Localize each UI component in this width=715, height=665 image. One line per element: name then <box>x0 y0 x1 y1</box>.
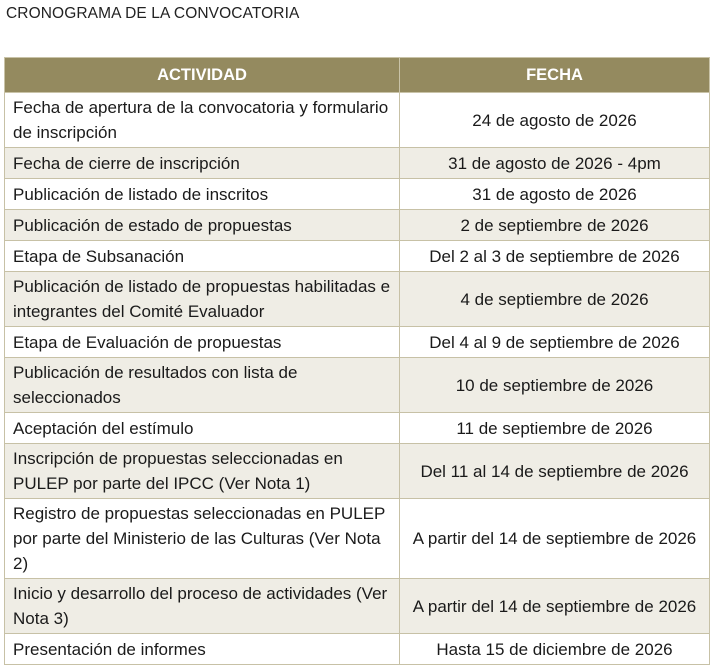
table-header-row <box>5 58 710 93</box>
table-row <box>5 93 710 148</box>
activity-cell: Presentación de informes <box>5 634 400 665</box>
date-cell: Del 2 al 3 de septiembre de 2026 <box>400 241 710 272</box>
page-title: CRONOGRAMA DE LA CONVOCATORIA <box>6 5 300 22</box>
date-cell: 31 de agosto de 2026 - 4pm <box>400 148 710 179</box>
table-row <box>5 499 710 579</box>
date-cell: 24 de agosto de 2026 <box>400 93 710 148</box>
table-row <box>5 327 710 358</box>
date-cell: 4 de septiembre de 2026 <box>400 272 710 327</box>
activity-cell: Fecha de cierre de inscripción <box>5 148 400 179</box>
table-row <box>5 579 710 634</box>
activity-cell: Etapa de Evaluación de propuestas <box>5 327 400 358</box>
activity-cell: Inscripción de propuestas seleccionadas en PULEP por parte del IPCC (Ver Nota 1) <box>5 444 400 499</box>
table-row <box>5 210 710 241</box>
activity-cell: Inicio y desarrollo del proceso de actividades (Ver Nota 3) <box>5 579 400 634</box>
table-row <box>5 148 710 179</box>
date-cell: 31 de agosto de 2026 <box>400 179 710 210</box>
date-cell: 10 de septiembre de 2026 <box>400 358 710 413</box>
date-cell: A partir del 14 de septiembre de 2026 <box>400 499 710 579</box>
column-header-date: FECHA <box>400 58 710 93</box>
table-row <box>5 179 710 210</box>
date-cell: Del 11 al 14 de septiembre de 2026 <box>400 444 710 499</box>
table-row <box>5 413 710 444</box>
activity-cell: Publicación de listado de inscritos <box>5 179 400 210</box>
table-row <box>5 272 710 327</box>
activity-cell: Registro de propuestas seleccionadas en PULEP por parte del Ministerio de las Culturas (Ver Nota 2) <box>5 499 400 579</box>
activity-cell: Publicación de estado de propuestas <box>5 210 400 241</box>
activity-cell: Publicación de resultados con lista de seleccionados <box>5 358 400 413</box>
activity-cell: Fecha de apertura de la convocatoria y formulario de inscripción <box>5 93 400 148</box>
schedule-table <box>4 57 710 665</box>
table-row <box>5 444 710 499</box>
table-row <box>5 241 710 272</box>
activity-cell: Publicación de listado de propuestas habilitadas e integrantes del Comité Evaluador <box>5 272 400 327</box>
activity-cell: Aceptación del estímulo <box>5 413 400 444</box>
table-row <box>5 634 710 665</box>
date-cell: 2 de septiembre de 2026 <box>400 210 710 241</box>
date-cell: Hasta 15 de diciembre de 2026 <box>400 634 710 665</box>
date-cell: 11 de septiembre de 2026 <box>400 413 710 444</box>
table-row <box>5 358 710 413</box>
activity-cell: Etapa de Subsanación <box>5 241 400 272</box>
date-cell: Del 4 al 9 de septiembre de 2026 <box>400 327 710 358</box>
date-cell: A partir del 14 de septiembre de 2026 <box>400 579 710 634</box>
column-header-activity: ACTIVIDAD <box>5 58 400 93</box>
